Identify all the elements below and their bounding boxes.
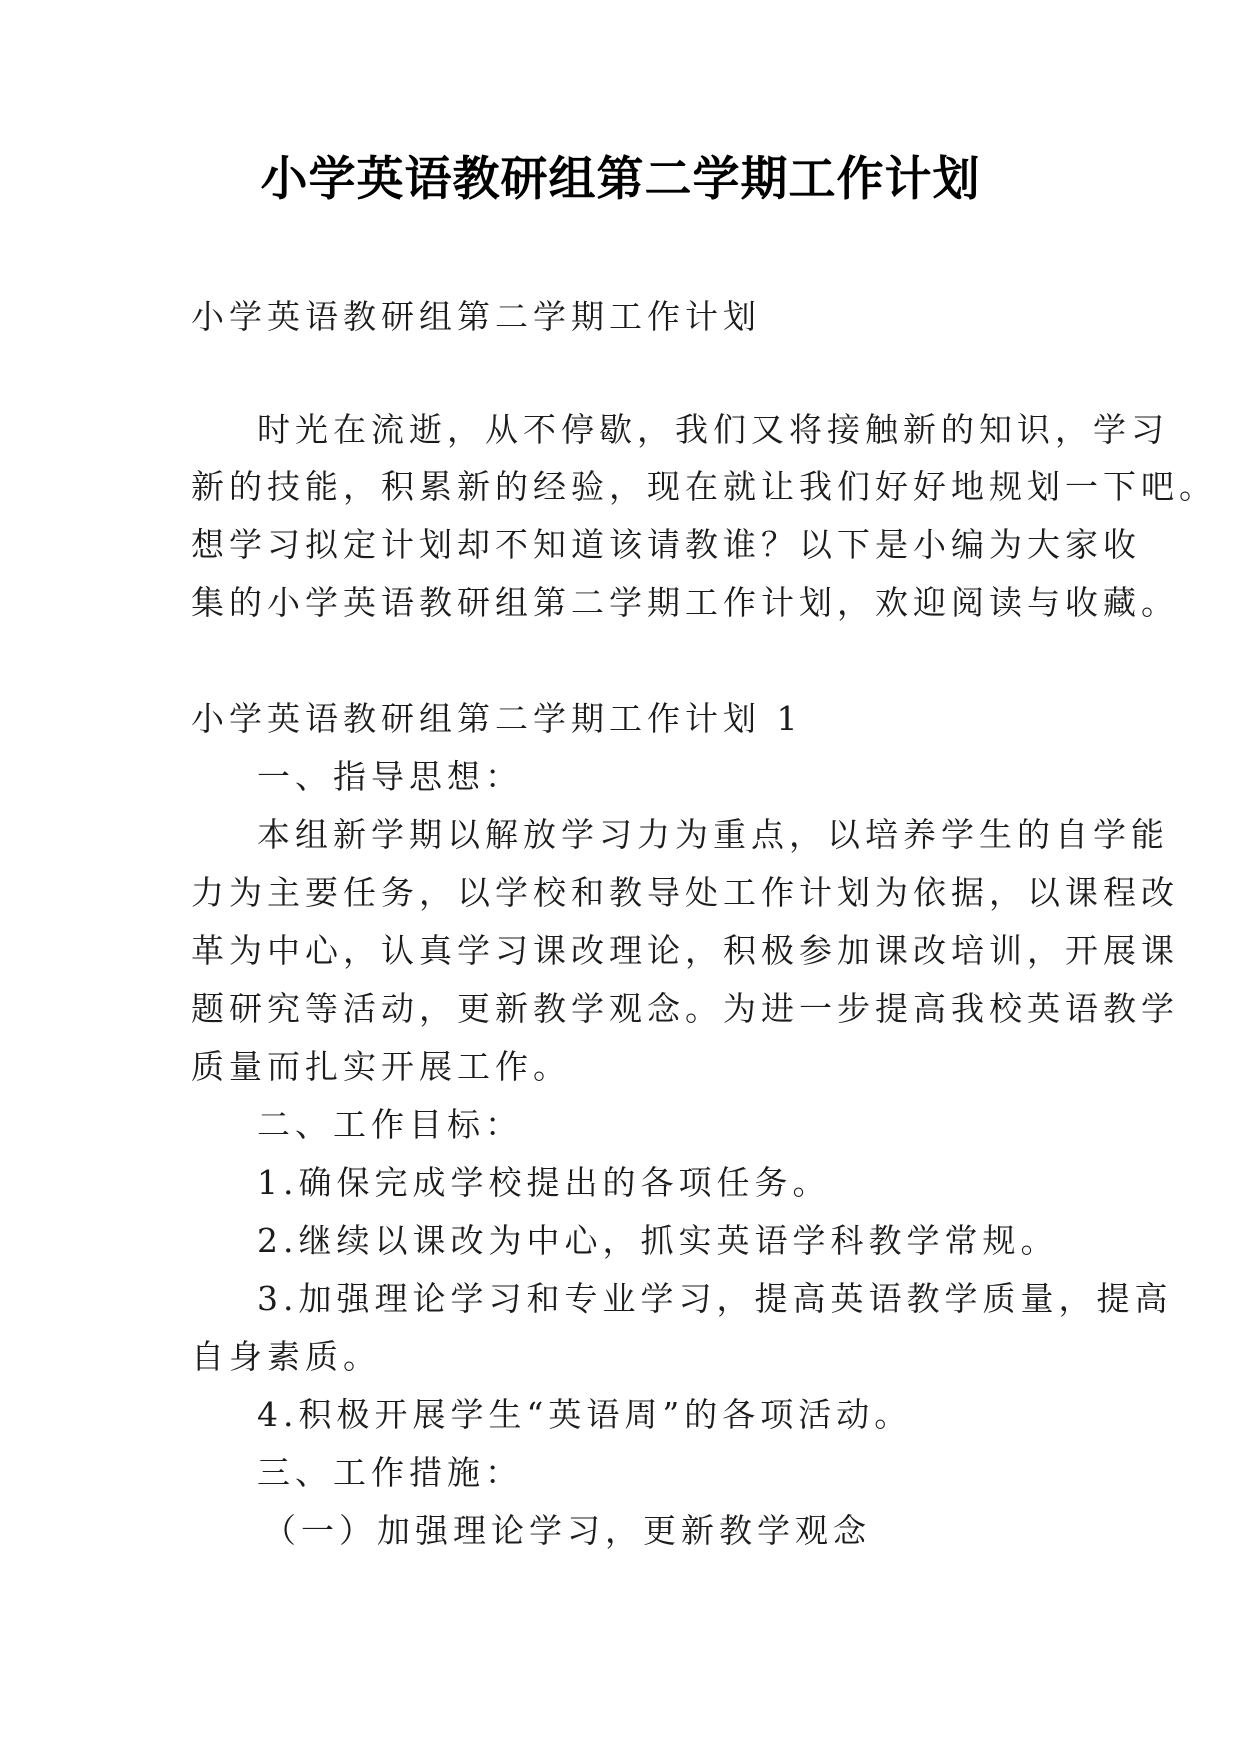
part1-heading: 一、指导思想：: [257, 757, 523, 796]
measure-heading: （一）加强理论学习，更新教学观念: [263, 1511, 871, 1550]
part1-line: 力为主要任务，以学校和教导处工作计划为依据，以课程改: [191, 873, 1179, 912]
part1-line: 质量而扎实开展工作。: [191, 1047, 571, 1086]
intro-line: 想学习拟定计划却不知道该请教谁？以下是小编为大家收: [191, 525, 1141, 564]
intro-line: 时光在流逝，从不停歇，我们又将接触新的知识，学习: [257, 410, 1169, 449]
section-heading: 小学英语教研组第二学期工作计划 1: [191, 699, 803, 738]
part1-line: 革为中心，认真学习课改理论，积极参加课改培训，开展课: [191, 931, 1179, 970]
document-title: 小学英语教研组第二学期工作计划: [260, 152, 981, 207]
goal-item: 1.确保完成学校提出的各项任务。: [257, 1163, 831, 1202]
intro-line: 新的技能，积累新的经验，现在就让我们好好地规划一下吧。: [191, 467, 1217, 506]
part2-heading: 二、工作目标：: [257, 1105, 523, 1144]
goal-item: 3.加强理论学习和专业学习，提高英语教学质量，提高: [257, 1279, 1173, 1318]
document-subtitle: 小学英语教研组第二学期工作计划: [191, 297, 761, 336]
goal-item-continued: 自身素质。: [191, 1337, 381, 1376]
goal-item: 2.继续以课改为中心，抓实英语学科教学常规。: [257, 1221, 1059, 1260]
part3-heading: 三、工作措施：: [257, 1453, 523, 1492]
part1-line: 题研究等活动，更新教学观念。为进一步提高我校英语教学: [191, 989, 1179, 1028]
part1-line: 本组新学期以解放学习力为重点，以培养学生的自学能: [257, 815, 1169, 854]
intro-line: 集的小学英语教研组第二学期工作计划，欢迎阅读与收藏。: [191, 583, 1179, 622]
goal-item: 4.积极开展学生“英语周”的各项活动。: [257, 1395, 913, 1434]
